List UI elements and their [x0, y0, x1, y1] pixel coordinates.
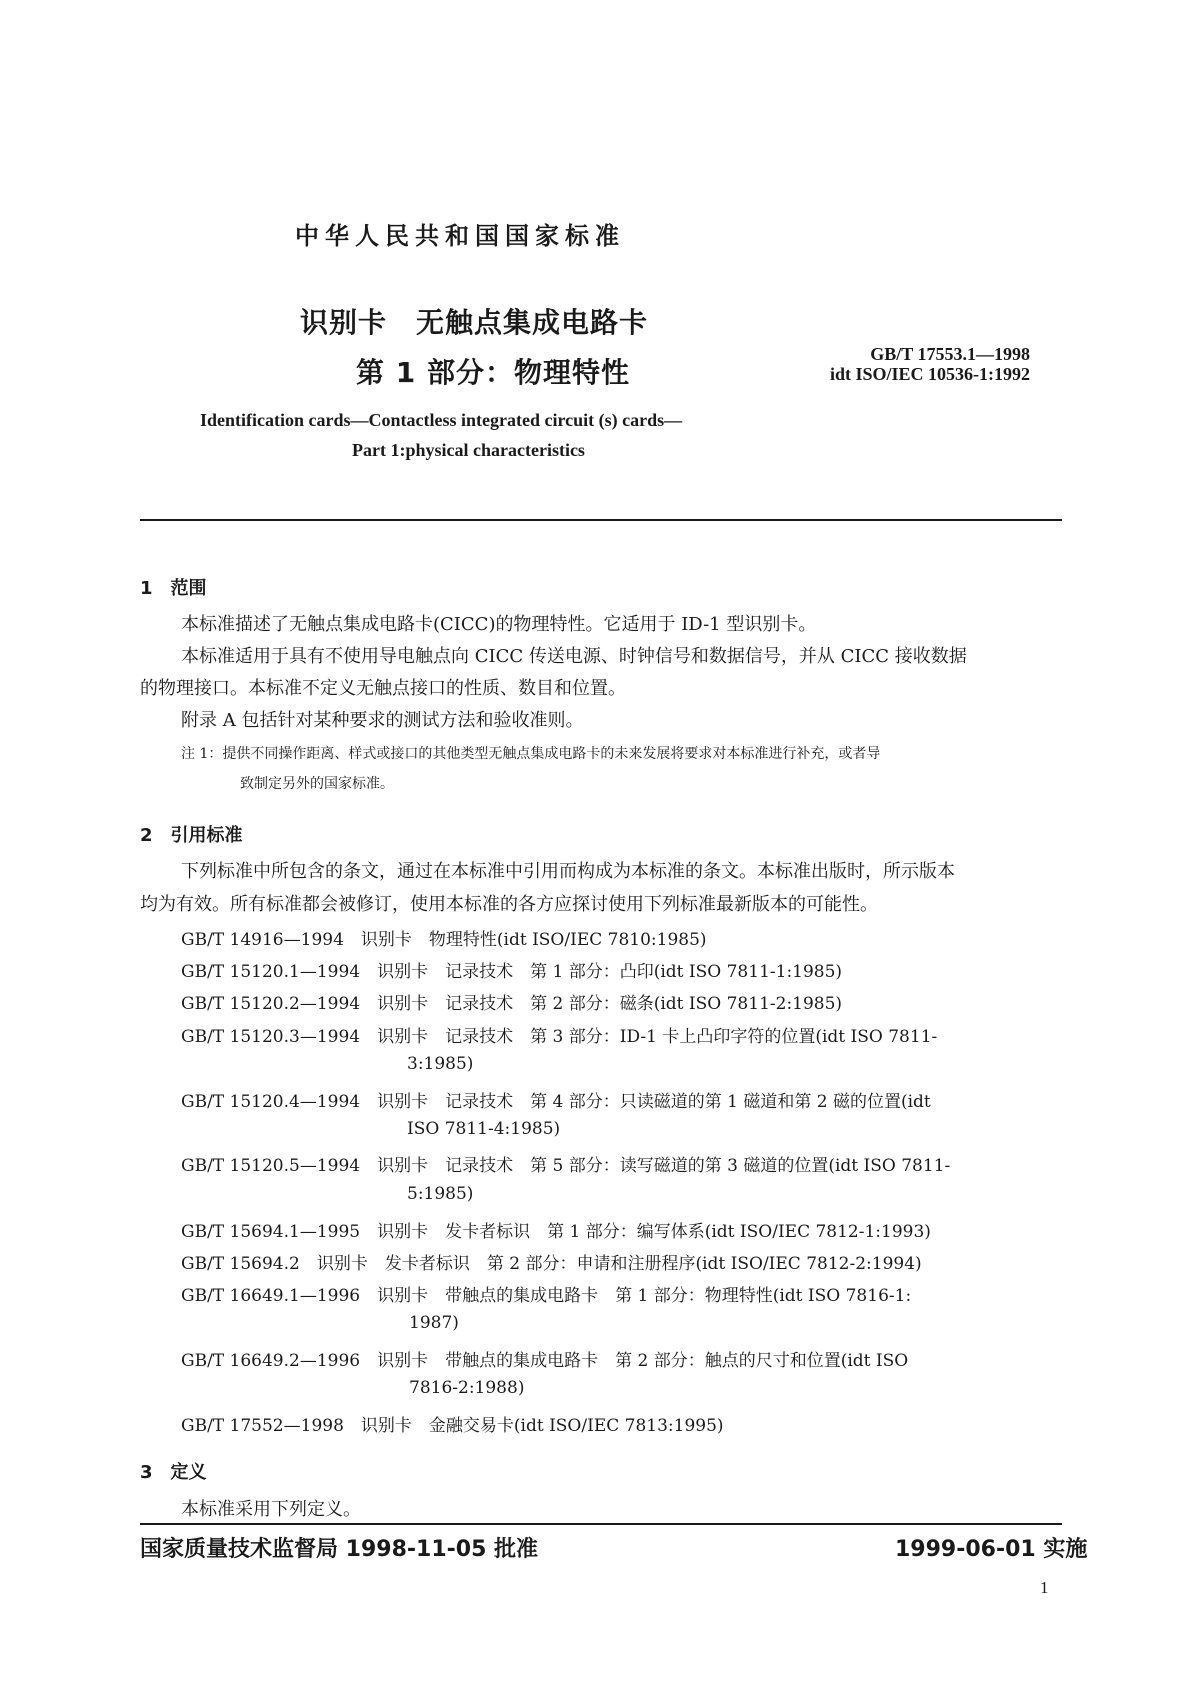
section2-paragraph-line1: 下列标准中所包含的条文，通过在本标准中引用而构成为本标准的条文。本标准出版时，所示版本 [181, 861, 955, 882]
reference-item-continued: ISO 7811-4:1985) [407, 1119, 561, 1139]
standard-code [790, 344, 1030, 384]
reference-item: GB/T 15120.1—1994 识别卡 记录技术 第 1 部分：凸印(idt ISO 7811-1:1985) [181, 962, 843, 982]
section1-paragraph1: 本标准描述了无触点集成电路卡(CICC)的物理特性。它适用于 ID-1 型识别卡。 [181, 614, 817, 635]
title-en-line1: Identification cards—Contactless integrated circuit (s) cards— [200, 410, 683, 430]
section1-paragraph2-line1: 本标准适用于具有不使用导电触点向 CICC 传送电源、时钟信号和数据信号，并从 CICC 接收数据 [181, 646, 967, 667]
section1-note-line1: 注 1：提供不同操作距离、样式或接口的其他类型无触点集成电路卡的未来发展将要求对本标准进行补充，或者导 [181, 746, 881, 762]
reference-item: GB/T 16649.2—1996 识别卡 带触点的集成电路卡 第 2 部分：触点的尺寸和位置(idt ISO [181, 1351, 909, 1371]
standard-code-line1: GB/T 17553.1—1998 [870, 344, 1030, 364]
section1-paragraph2-line2: 的物理接口。本标准不定义无触点接口的性质、数目和位置。 [140, 678, 626, 699]
national-standard-header: 中华人民共和国国家标准 [295, 222, 625, 250]
section3-paragraph: 本标准采用下列定义。 [181, 1499, 361, 1520]
reference-item: GB/T 14916—1994 识别卡 物理特性(idt ISO/IEC 7810:1985) [181, 930, 707, 950]
title-en-line2: Part 1:physical characteristics [352, 440, 585, 460]
effective-date: 1999-06-01 实施 [895, 1537, 1088, 1562]
reference-item-continued: 7816-2:1988) [409, 1378, 525, 1398]
reference-item: GB/T 15120.3—1994 识别卡 记录技术 第 3 部分：ID-1 卡上凸印字符的位置(idt ISO 7811- [181, 1027, 938, 1047]
page-number: 1 [1040, 1578, 1049, 1597]
section3-heading: 3 定义 [140, 1462, 207, 1483]
section1-paragraph3: 附录 A 包括针对某种要求的测试方法和验收准则。 [181, 710, 584, 731]
reference-item: GB/T 15120.4—1994 识别卡 记录技术 第 4 部分：只读磁道的第 1 磁道和第 2 磁的位置(idt [181, 1092, 931, 1112]
reference-item-continued: 3:1985) [407, 1054, 474, 1074]
reference-item: GB/T 15120.5—1994 识别卡 记录技术 第 5 部分：读写磁道的第 3 磁道的位置(idt ISO 7811- [181, 1156, 951, 1176]
header-divider [140, 519, 1062, 521]
reference-item: GB/T 17552—1998 识别卡 金融交易卡(idt ISO/IEC 7813:1995) [181, 1416, 724, 1436]
reference-item: GB/T 15120.2—1994 识别卡 记录技术 第 2 部分：磁条(idt ISO 7811-2:1985) [181, 994, 843, 1014]
reference-item-continued: 1987) [409, 1313, 459, 1333]
section1-note-line2: 致制定另外的国家标准。 [240, 776, 394, 792]
reference-item: GB/T 15694.1—1995 识别卡 发卡者标识 第 1 部分：编写体系(idt ISO/IEC 7812-1:1993) [181, 1222, 931, 1242]
title-zh-line2: 第 1 部分：物理特性 [356, 356, 630, 389]
approval-info: 国家质量技术监督局 1998-11-05 批准 [140, 1537, 539, 1562]
section1-heading: 1 范围 [140, 578, 207, 599]
title-zh-line1: 识别卡 无触点集成电路卡 [300, 306, 649, 339]
reference-item: GB/T 16649.1—1996 识别卡 带触点的集成电路卡 第 1 部分：物理特性(idt ISO 7816-1: [181, 1286, 912, 1306]
footer-divider [140, 1523, 1062, 1525]
standard-code-line2: idt ISO/IEC 10536-1:1992 [829, 364, 1030, 384]
section2-heading: 2 引用标准 [140, 825, 243, 846]
reference-item: GB/T 15694.2 识别卡 发卡者标识 第 2 部分：申请和注册程序(idt ISO/IEC 7812-2:1994) [181, 1254, 922, 1274]
reference-item-continued: 5:1985) [407, 1184, 474, 1204]
section2-paragraph-line2: 均为有效。所有标准都会被修订，使用本标准的各方应探讨使用下列标准最新版本的可能性。 [140, 894, 878, 915]
